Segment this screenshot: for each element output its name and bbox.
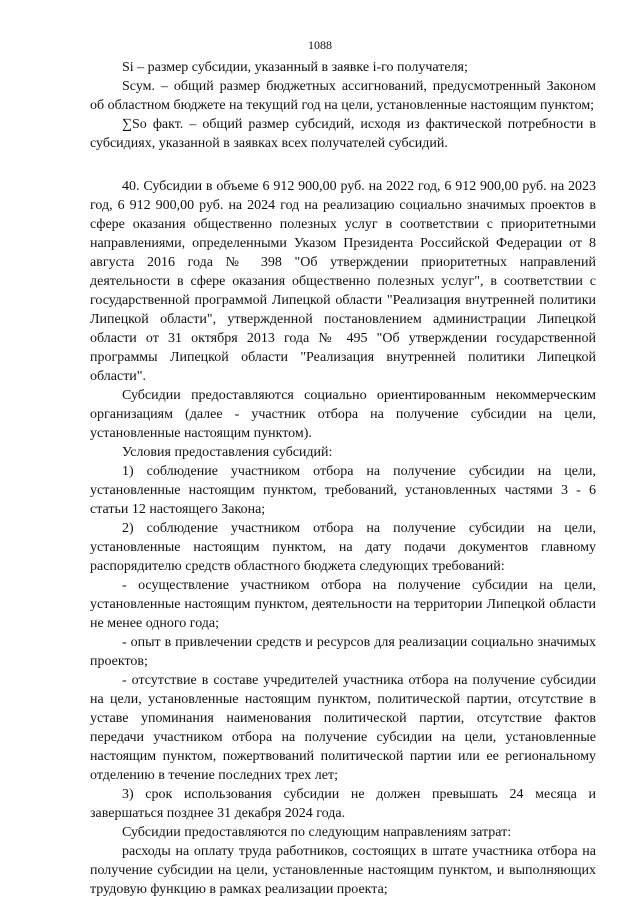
- subsidy-recipients-paragraph: Субсидии предоставляются социально ориентированным некоммерческим организациям (далее - участник отбора на получение субсидии на цели, установленные настоящим пунктом).: [90, 388, 596, 441]
- condition-2: 2) соблюдение участником отбора на получение субсидии на цели, установленные настоящим пунктом, на дату подачи документов главному распорядителю средств областного бюджета следующих требований:: [90, 521, 596, 574]
- requirement-no-political-party: - отсутствие в составе учредителей участника отбора на получение субсидии на цели, установленные настоящим пунктом, политической партии, отсутствие в уставе упоминания наименования политической партии, отсутствие фактов передачи участником отбора на получение субсидии на цели, установленные настоящим пунктом, пожертвований политической партии или ее региональному отделению в течение последних трех лет;: [90, 673, 596, 783]
- condition-1: 1) соблюдение участником отбора на получение субсидии на цели, установленные настоящим пунктом, требований, установленных частями 3 - 6 статьи 12 настоящего Закона;: [90, 464, 596, 517]
- paragraph-gap: [90, 153, 596, 177]
- formula-sofact-definition: ∑So факт. – общий размер субсидий, исходя из фактической потребности в субсидиях, указанной в заявках всех получателей субсидий.: [90, 117, 596, 151]
- conditions-heading: Условия предоставления субсидий:: [122, 445, 333, 460]
- document-body: [90, 58, 596, 899]
- page-number: 1088: [308, 38, 332, 52]
- requirement-territory: - осуществление участником отбора на получение субсидии на цели, установленные настоящим пунктом, деятельности на территории Липецкой области не менее одного года;: [90, 578, 596, 631]
- expense-labor-costs: расходы на оплату труда работников, состоящих в штате участника отбора на получение субсидии на цели, установленные настоящим пунктом, и выполняющих трудовую функцию в рамках реализации проекта;: [90, 844, 596, 897]
- requirement-experience: - опыт в привлечении средств и ресурсов для реализации социально значимых проектов;: [90, 635, 596, 669]
- formula-si-definition: Si – размер субсидии, указанный в заявке i-го получателя;: [122, 60, 468, 75]
- condition-3: 3) срок использования субсидии не должен превышать 24 месяца и завершаться позднее 31 декабря 2024 года.: [90, 787, 596, 821]
- expense-directions-heading: Субсидии предоставляются по следующим направлениям затрат:: [122, 825, 512, 840]
- clause-40-paragraph: 40. Субсидии в объеме 6 912 900,00 руб. на 2022 год, 6 912 900,00 руб. на 2023 год, 6 912 900,00 руб. на 2024 год на реализацию социально значимых проектов в сфере оказания общественно полезных услуг в соответствии с приоритетными направлениями, определенными Указом Президента Российской Федерации от 8 августа 2016 года № 398 "Об утверждении приоритетных направлений деятельности в сфере оказания общественно полезных услуг", в соответствии с государственной программой Липецкой области "Реализация внутренней политики Липецкой области", утвержденной постановлением администрации Липецкой области от 31 октября 2013 года № 495 "Об утверждении государственной программы Липецкой области "Реализация внутренней политики Липецкой области".: [90, 179, 596, 384]
- formula-ssum-definition: Sсум. – общий размер бюджетных ассигнований, предусмотренный Законом об областном бюджете на текущий год на цели, установленные настоящим пунктом;: [90, 79, 596, 113]
